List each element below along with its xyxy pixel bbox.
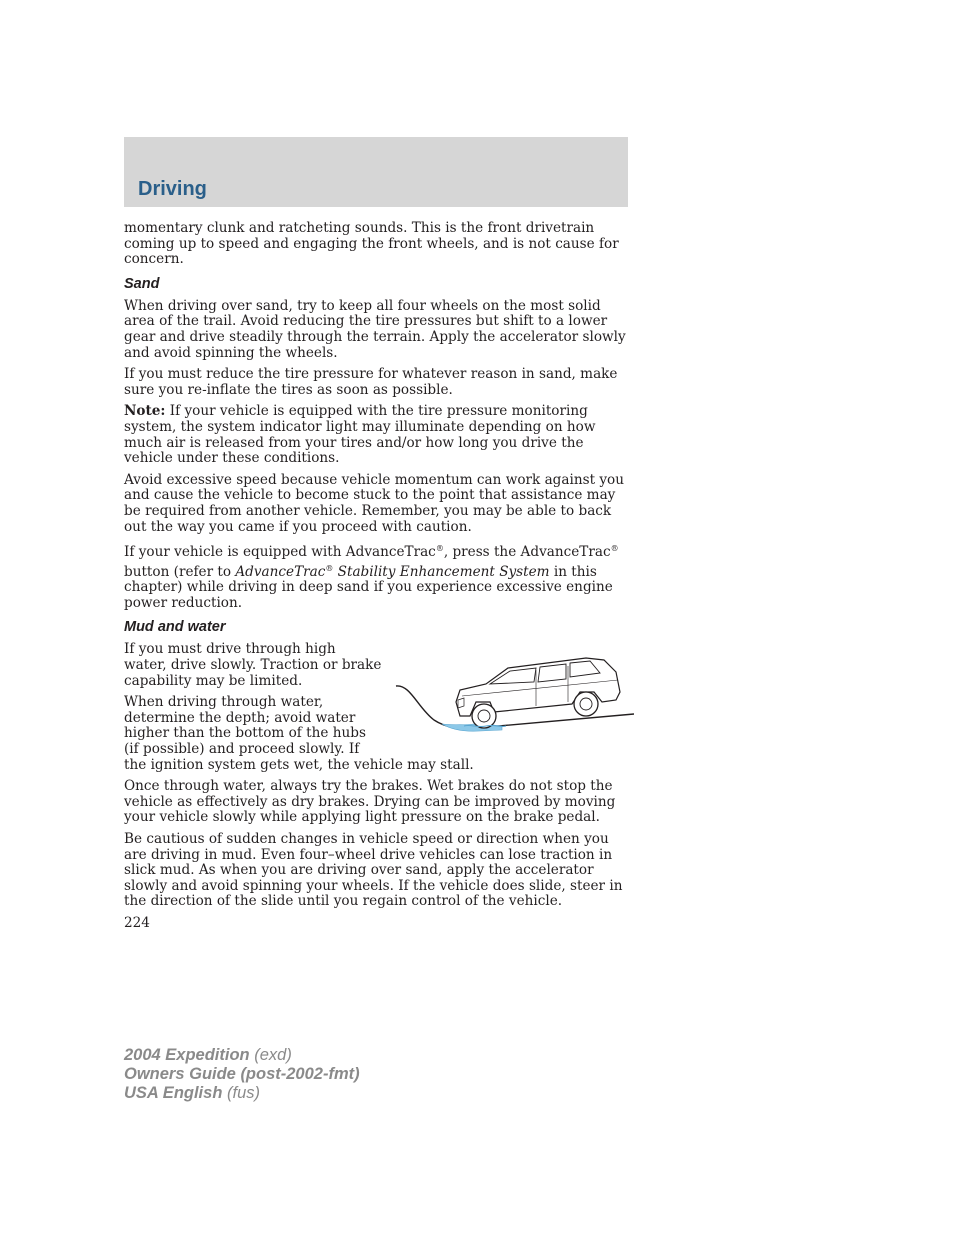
sand-paragraph-1: When driving over sand, try to keep all four wheels on the most solid area of the trail. Avoid reducing the tire pressures but shift to a lower gear and drive steadily through the terrain. Apply the accelerator slowly and avoid spinning the wheels. — [124, 297, 626, 361]
mud-paragraph-2: When driving through water, determine the depth; avoid water higher than the bottom of the hubs (if possible) and proceed slowly. If the ignition system gets wet, the vehicle may stall. — [124, 694, 474, 773]
footer-guide: Owners Guide (post-2002-fmt) — [124, 1065, 360, 1083]
footer-line-1 — [124, 1046, 360, 1065]
section-header-band — [124, 137, 628, 207]
reference-text-b: Stability Enhancement System — [333, 563, 550, 580]
intro-paragraph: momentary clunk and ratcheting sounds. This is the front drivetrain coming up to speed and engaging the front wheels, and is not cause for concern. — [124, 220, 619, 268]
note-text: If your vehicle is equipped with the tire pressure monitoring system, the system indicator light may illuminate depending on how much air is released from your tires and/or how long you drive the vehicle under these conditions. — [124, 403, 596, 467]
mud-paragraph-3: Once through water, always try the brakes. Wet brakes do not stop the vehicle as effectively as dry brakes. Drying can be improved by moving your vehicle slowly while applying light pressure on the brake pedal. — [124, 778, 616, 826]
sand-paragraph-2: If you must reduce the tire pressure for whatever reason in sand, make sure you re-inflate the tires as soon as possible. — [124, 366, 618, 398]
footer-line-2 — [124, 1065, 360, 1084]
advancetrac-text-2: , press the AdvanceTrac — [443, 544, 611, 561]
sand-paragraph-3: Avoid excessive speed because vehicle momentum can work against you and cause the vehicle to become stuck to the point that assistance may be required from another vehicle. Remember, you may be able to back out the way you came if you proceed with caution. — [124, 471, 624, 535]
trademark-mark: ® — [325, 563, 334, 573]
note-paragraph — [124, 404, 628, 466]
advancetrac-text-3: button (refer to — [124, 563, 236, 580]
footer-language-code: (fus) — [222, 1084, 260, 1102]
footer-language: USA English — [124, 1084, 223, 1102]
note-label: Note: — [124, 403, 166, 420]
trademark-mark: ® — [435, 544, 444, 554]
footer-model-code: (exd) — [249, 1046, 292, 1064]
mud-paragraph-1: If you must drive through high water, drive slowly. Traction or brake capability may be limited. — [124, 641, 382, 689]
footer-line-3 — [124, 1084, 360, 1103]
sand-heading: Sand — [124, 275, 160, 292]
advancetrac-text-1: If your vehicle is equipped with AdvanceTrac — [124, 544, 436, 561]
advancetrac-paragraph — [124, 541, 628, 611]
footer-model: 2004 Expedition — [124, 1046, 250, 1064]
mud-water-heading: Mud and water — [124, 619, 226, 636]
section-title: Driving — [138, 178, 207, 200]
advancetrac-reference — [235, 564, 549, 580]
page-number: 224 — [124, 914, 150, 931]
reference-text-a: AdvanceTrac — [235, 563, 326, 580]
page-content — [124, 221, 628, 938]
document-footer — [124, 1046, 360, 1103]
mud-paragraph-4: Be cautious of sudden changes in vehicle speed or direction when you are driving in mud. Even four–wheel drive vehicles can lose traction in slick mud. As when you are driving over sand, apply the accelerator slowly and avoid spinning your wheels. If the vehicle does slide, steer in the direction of the slide until you regain control of the vehicle. — [124, 831, 623, 910]
advancetrac-text-4: in this chapter) while driving in deep sand if you experience excessive engine power reduction. — [124, 563, 613, 611]
vehicle-in-water-illustration — [390, 646, 634, 746]
trademark-mark: ® — [610, 544, 619, 554]
